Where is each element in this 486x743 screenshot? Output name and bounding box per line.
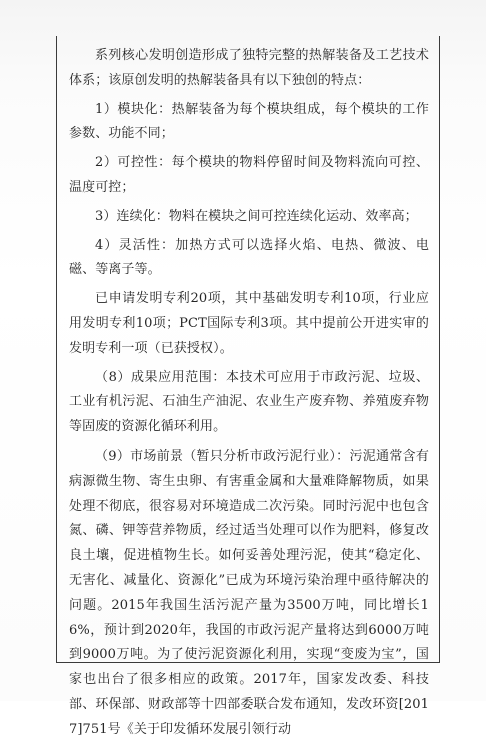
feature-modular: 1）模块化：热解装备为每个模块组成，每个模块的工作参数、功能不同； [69, 101, 429, 142]
document-frame [56, 36, 440, 737]
feature-continuous: 3）连续化：物料在模块之间可控连续化运动、效率高； [95, 208, 418, 224]
intro-paragraph: 系列核心发明创造形成了独特完整的热解装备及工艺技术体系；该原创发明的热解装备具有以下独创的特点： [69, 48, 429, 88]
feature-controllable: 2）可控性：每个模块的物料停留时间及物料流向可控、温度可控； [69, 155, 429, 195]
feature-flexible: 4）灵活性：加热方式可以选择火焰、电热、微波、电磁、等离子等。 [69, 237, 429, 278]
document-body [69, 44, 429, 743]
market-outlook-paragraph: （9）市场前景（暂只分析市政污泥行业）：污泥通常含有病源微生物、寄生虫卵、有害重金属和大量难降解物质，如果处理不彻底，很容易对环境造成二次污染。同时污泥中也包含氮、磷、钾等营养物质，经过适当处理可以作为肥料，修复改良土壤，促进植物生长。如何妥善处理污泥，使其“稳定化、无害化、减量化、资源化”已成为环境污染治理中亟待解决的问题。2015年我国生活污泥产量为3500万吨，同比增长16%，预计到2020年，我国的市政污泥产量将达到6000万吨到9000万吨。为了使污泥资源化利用，实现“变废为宝”，国家也出台了很多相应的政策。2017年，国家发改委、科技部、环保部、财政部等十四部委联合发布通知，发改环资[2017]751号《关于印发循环发展引领行动 [69, 448, 429, 737]
application-scope-paragraph: （8）成果应用范围：本技术可应用于市政污泥、垃圾、工业有机污泥、石油生产油泥、农业生产废弃物、养殖废弃物等固废的资源化循环利用。 [69, 369, 429, 435]
patent-paragraph: 已申请发明专利20项，其中基础发明专利10项，行业应用发明专利10项；PCT国际专利3项。其中提前公开进实审的发明专利一项（已获授权）。 [69, 291, 429, 356]
